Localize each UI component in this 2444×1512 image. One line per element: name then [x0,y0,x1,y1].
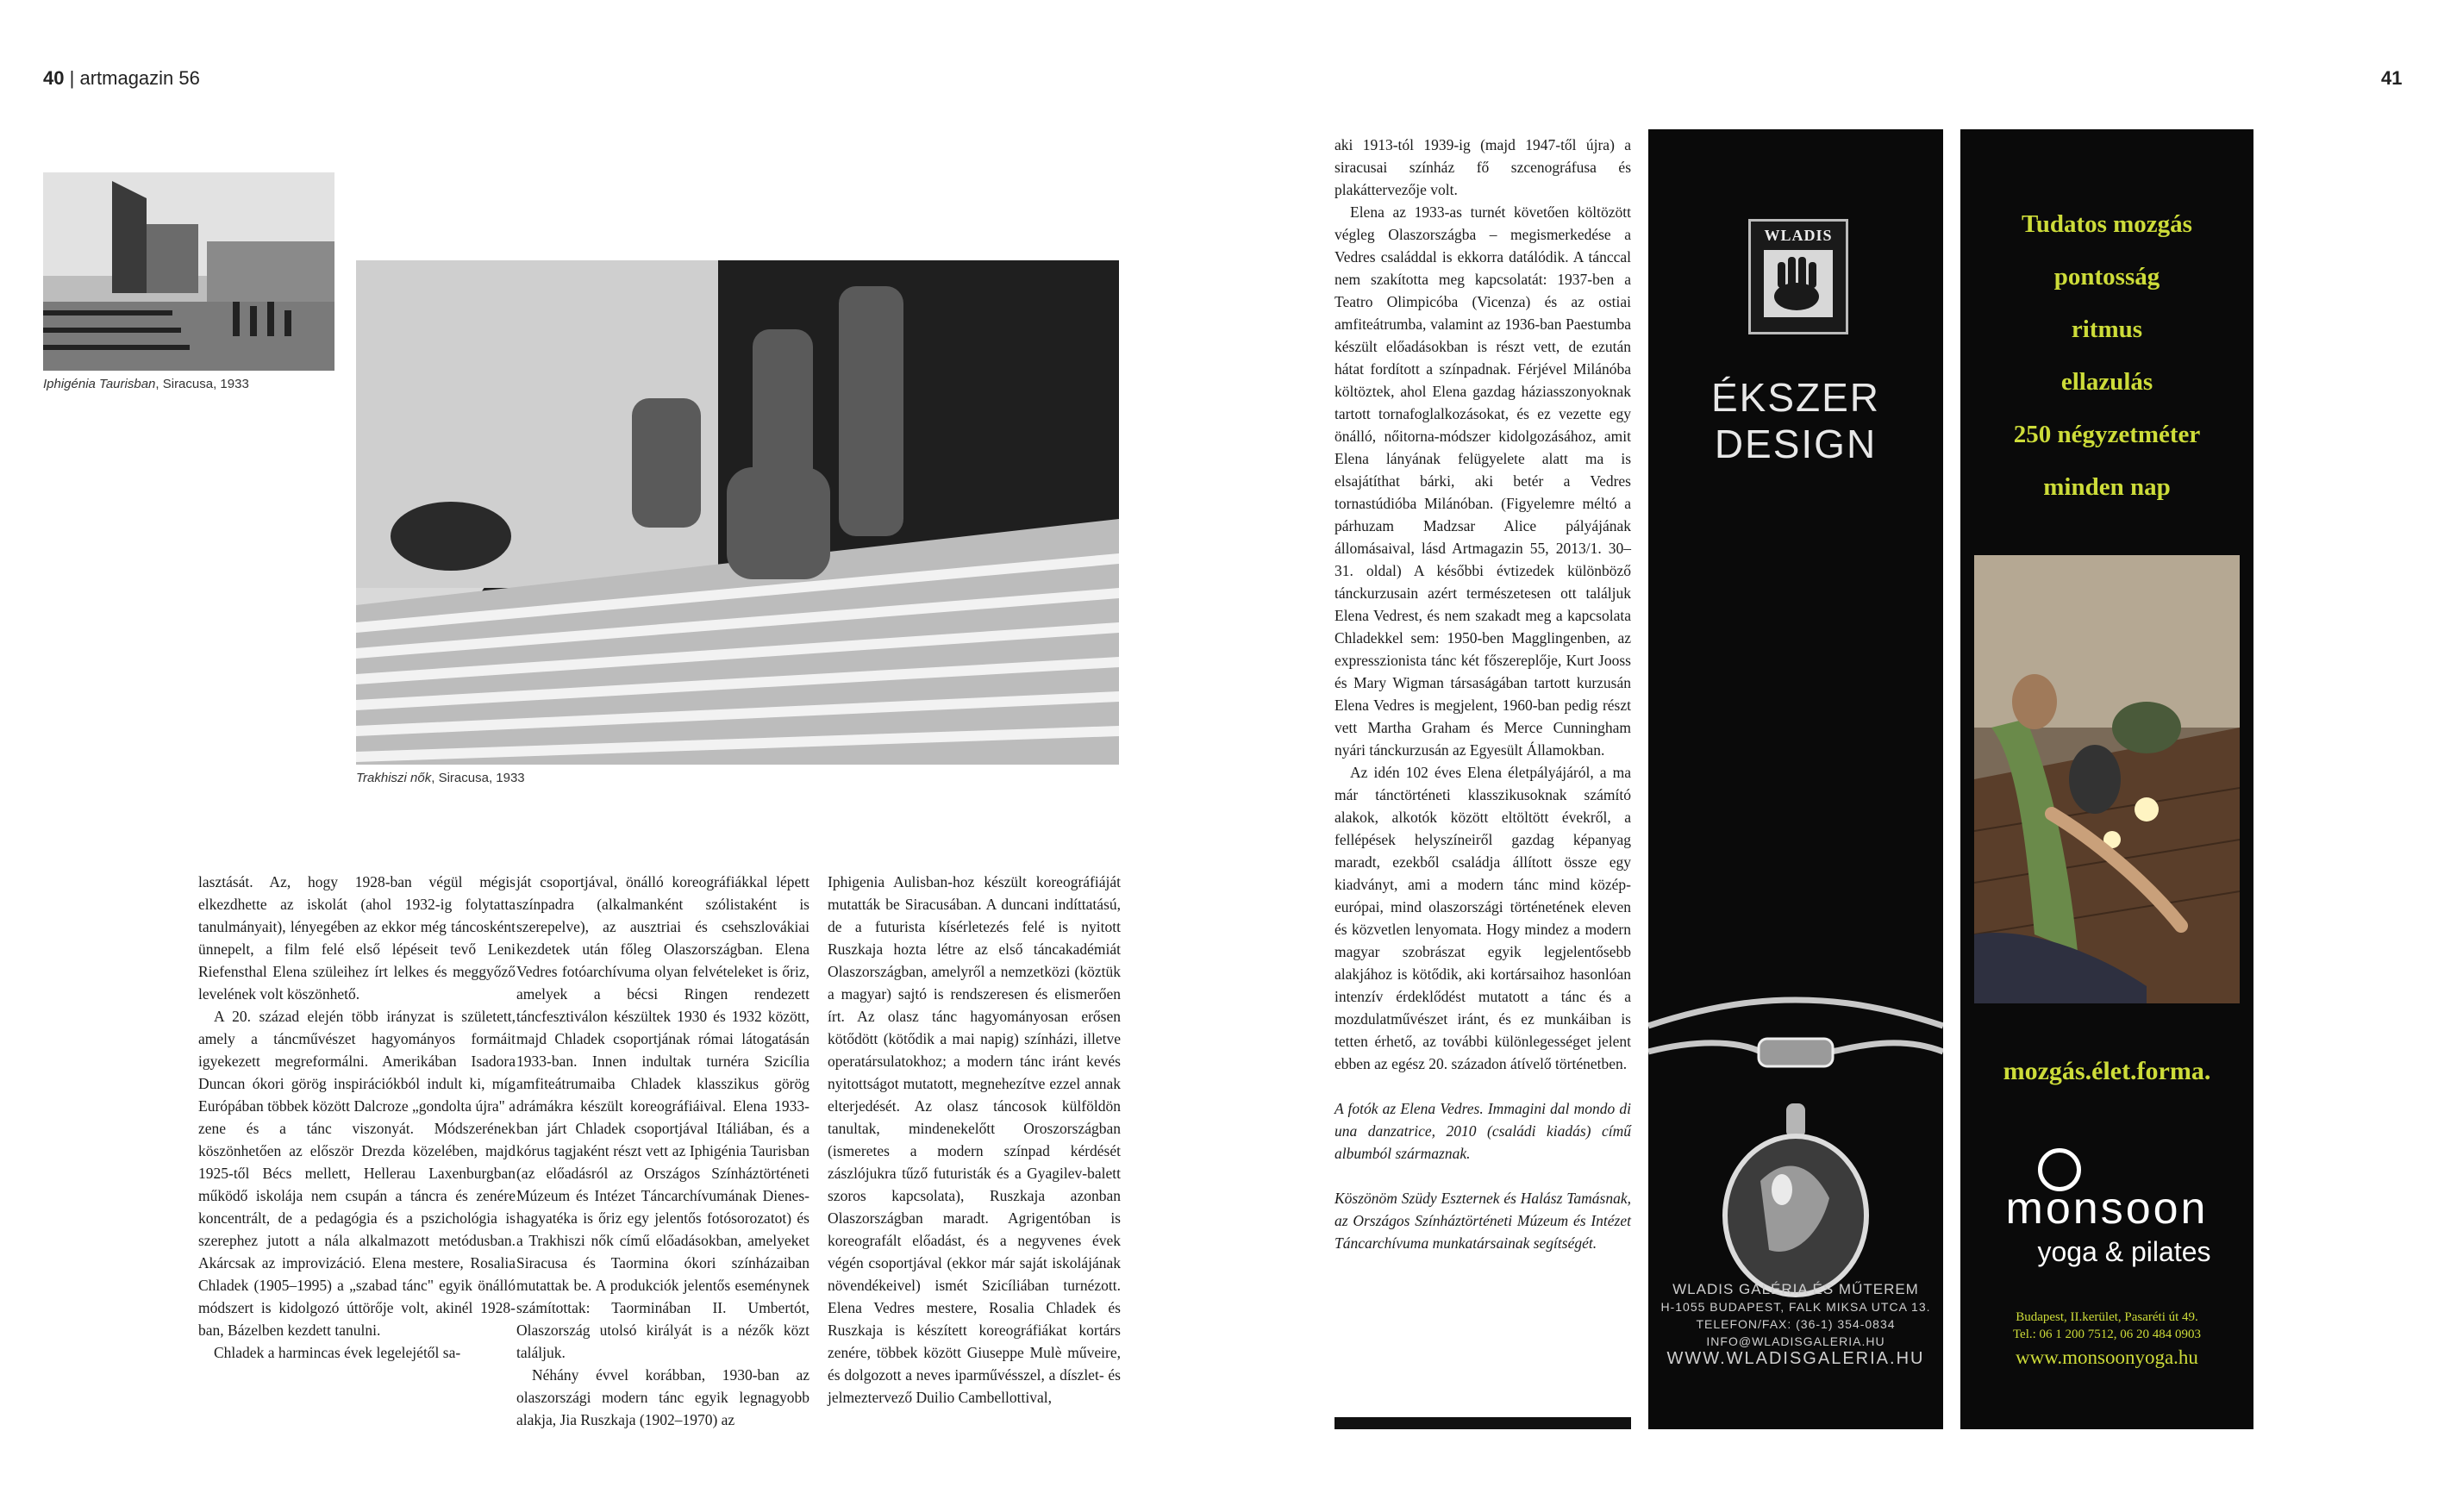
wladis-logo-text: WLADIS [1764,227,1833,244]
col1-paragraph-2: A 20. század elején több irányzat is született, amely a táncművészet hagyományos formáit igyekezett megreformálni. Amerikában Isadora Duncan ókori görög inspirációkból indult ki, míg Európában többek között Dalcroze „gondolta újra" a zene és a tánc viszonyát. Módszerének köszönhetően az először Drezda közelében, majd 1925-től Bécs mellett, Hellerau Laxenburgban működő iskolája nem csupán a táncra és zenére koncentrált, de a pedagógia és a pszichológia is szerephez jutott a nála alkalmazott metódusban. Akárcsak az improvizáció. Elena mestere, Rosalia Chladek (1905–1995) a „szabad tánc" egyik önálló módszert is kidolgozó úttörője volt, akinél 1928-ban, Bázelben kezdett tanulni. [198,1008,516,1339]
monsoon-line-6: minden nap [2043,473,2171,501]
monsoon-phone: Tel.: 06 1 200 7512, 06 20 484 0903 [2012,1328,2202,1341]
wladis-footer-email: INFO@WLADISGALERIA.HU [1706,1334,1885,1348]
col2-paragraph-2: Néhány évvel korábban, 1930-ban az olaszországi modern tánc egyik legnagyobb alakja, Jia Ruszkaja (1902–1970) az [516,1366,809,1428]
monsoon-address-block [1960,1309,2253,1343]
article-column-4 [1335,134,1631,1254]
article-column-1 [198,871,516,1364]
col4-paragraph-2: Elena az 1933-as turnét követően költözött végleg Olaszországba – megismerkedése a Vedres családdal is ekkorra datálódik. A tánccal nem szakította meg kapcsolatát: 1937-ben a Teatro Olimpicóba (Vicenza) és az ostiai amfiteátrumba, valamint az 1936-ban Paestumba készült előadásokban is részt vett, de ezután hátat fordított a színpadnak. Férjével Milánóba költöztek, ahol Elena gazdag háziasszonyoknak tartott tornafoglalkozásokat, és ez vezette egy önálló, nőitorna-módszer kidolgozásához, amit Elena lányának felügyelete alatt ma is elsajátíthat bárki, aki betér a Vedres tornastúdióba Milánóban. (Figyelemre méltó a párhuzam Madzsar Alice pályájának állomásaival, lásd Artmagazin 55, 2013/1. 30–31. oldal) A későbbi évtizedek különböző tánckurzusain azért természetesen ott találjuk Elena Vedrest, és nem szakadt meg a kapcsolata Chladekkel sem: 1950-ben Magglingenben, az expresszionista tánc két főszereplője, Kurt Jooss és Mary Wigman társaságában tartott kurzusán Elena Vedres is megjelent, 1960-ban pedig részt vett Martha Graham és Merce Cunningham nyári tánckurzusán az Egyesült Államokban. [1335,203,1631,759]
photo-iphigenia-image [43,172,334,371]
photo-trakhiszi-image [356,260,1119,765]
yoga-photo [1974,555,2240,1003]
col2-paragraph-1: ját csoportjával, önálló koreográfiákkal lépett színpadra (alkalmanként szólistaként is szerepelve), az ausztriai és csehszlovákiai kezdetek után főleg Olaszországban. Elena Vedres fotóarchívuma olyan felvételeket is őriz, amelyek a bécsi Ringen rendezett táncfesztiválon készültek 1930 és 1932 között, majd Chladek csoportjának római látogatásán 1933-ban. Innen indultak turnéra Szicília amfiteátrumaiba Chladek klasszikus görög drámákra készült koreográfiáival. Elena 1933-ban járt Chladek csoportjával Itáliában, és a kórus tagjaként részt vett az Iphigénia Taurisban (az előadásról az Országos Színháztörténeti Múzeum és Intézet Táncarchívumának Dienes-hagyatéka is őriz egy jelentős fotósorozatot) és a Trakhiszi nők című előadásokban, amelyeket Siracusa és Taormina ókori színházaiban mutattak be. A produkciók jelentős eseménynek számítottak: Taorminában II. Umbertót, Olaszország utolsó királyát is a nézők közt találjuk. [516,873,809,1361]
col3-paragraph-1: Iphigenia Aulisban-hoz készült koreográfiáját mutatták be Siracusában. A duncani indíttatású, de a futurista kísérletezés felé is nyitott Ruszkaja hozta létre az első táncakadémiát Olaszországban, amelyről a nemzetközi (köztük a magyar) sajtó is rendszeresen és elismerően írt. Az olasz tánc hagyományosan erősen kötődött (kötődik a mai napig) színházi, illetve operatársulatokhoz; a modern tánc iránt kevés nyitottságot mutatott, megnehezítve ezzel annak elterjedését. Az olasz táncosok külföldön tanultak, mindenekelőtt Oroszországban (ismeretes a modern színpad kérdését zászlójukra tűző futuristák és a Gyagilev-balett szoros kapcsolata), Ruszkaja azonban Olaszországban maradt. Agrigentóban is koreografált előadást, és a negyvenes évek végén csoportjával (ekkor már saját iskolájának növendékeivel) ismét Szicíliában turnézott. Elena Vedres mestere, Rosalia Chladek és Ruszkaja is készített koreográfiákat kortárs zenére, többek között Giuseppe Mulè műveire, és dolgozott a neves iparművésszel, a díszlet- és jelmeztervező Duilio Cambellottival, [828,873,1121,1406]
caption-iphigenia [43,377,249,391]
wladis-logo [1748,219,1848,334]
col4-paragraph-1: aki 1913-tól 1939-ig (majd 1947-től újra) a siracusai színház fő szcenográfusa és plakáttervezője volt. [1335,136,1631,198]
col1-paragraph-1: lasztását. Az, hogy 1928-ban végül mégis elkezdhette az iskolát (ahol 1932-ig folytatta tanulmányait), lényegében az ekkor még táncosként ünnepelt, a film felé első lépéseit tevő Leni Riefensthal Elena szüleihez írt lelkes és meggyőző levelének volt köszönhető. [198,873,516,1003]
monsoon-tagline: mozgás.élet.forma. [2003,1057,2211,1085]
left-page-number: 40 [43,67,65,89]
col1-paragraph-3: Chladek a harmincas évek legelejétől sa- [214,1344,461,1361]
monsoon-sub-brand: yoga & pilates [2037,1236,2211,1267]
monsoon-line-5: 250 négyzetméter [2013,421,2201,448]
right-folio [2381,67,2402,90]
magazine-title: artmagazin 56 [79,67,200,89]
wladis-footer [1648,1281,1943,1367]
folio-separator: | [69,67,75,89]
wladis-title-line1: ÉKSZER [1710,375,1881,420]
caption-iphigenia-title: Iphigénia Taurisban [43,377,156,391]
photo-trakhiszi [356,260,1119,765]
caption-trakhiszi-title: Trakhiszi nők [356,771,432,785]
wladis-footer-phone: TELEFON/FAX: (36-1) 354-0834 [1696,1317,1896,1331]
left-folio [43,67,200,90]
acknowledgement: Köszönöm Szüdy Eszternek és Halász Tamásnak, az Országos Színháztörténeti Múzeum és Intézet Táncarchívuma munkatársainak segítségét. [1335,1190,1631,1252]
wladis-title [1648,374,1943,467]
monsoon-brand: monsoon [2005,1184,2209,1234]
monsoon-web: www.monsoonyoga.hu [2016,1346,2198,1368]
photo-iphigenia [43,172,334,371]
caption-trakhiszi [356,771,525,785]
ad-monsoon [1960,129,2253,1429]
caption-trakhiszi-place: , Siracusa, 1933 [431,771,525,785]
wladis-footer-gallery: WLADIS GALÉRIA ÉS MŰTEREM [1672,1281,1919,1297]
article-column-3 [828,871,1121,1409]
monsoon-line-2: pontosság [2053,263,2160,291]
wladis-title-line2: DESIGN [1714,422,1878,466]
monsoon-address: Budapest, II.kerület, Pasaréti út 49. [2016,1310,2198,1324]
caption-iphigenia-place: , Siracusa, 1933 [155,377,249,391]
monsoon-headline [1960,198,2253,514]
monsoon-line-4: ellazulás [2060,368,2153,396]
column-end-rule [1335,1417,1631,1429]
right-page-number: 41 [2381,67,2403,89]
col4-paragraph-3: Az idén 102 éves Elena életpályájáról, a ma már tánctörténeti klasszikusoknak számító alakok, alkotók között eltöltött évekről, a fellépések helyszíneiről gazdag képanyag maradt, ezekből családja állított össze egy kiadványt, ami a modern tánc mind közép-európai, mind olaszországi történetének eleven és közvetlen lenyomata. Hogy mindez a modern magyar szobrászat egyik legjelentősebb alakjához is kötődik, aki kortársaihoz hasonlóan intenzív érdeklődést mutatott a tánc és a mozdulatművészet iránt, és ez munkáiban is tetten érhető, az további különlegességet jelent ebben az egész 20. századon átívelő történetben. [1335,764,1631,1072]
wladis-footer-web: WWW.WLADISGALERIA.HU [1666,1349,1925,1368]
photo-credit: A fotók az Elena Vedres. Immagini dal mondo di una danzatrice, 2010 (családi kiadás) című albumból származnak. [1335,1100,1631,1162]
monsoon-line-1: Tudatos mozgás [2022,210,2192,238]
hand-emblem-icon [1753,245,1843,322]
wladis-footer-address: H-1055 BUDAPEST, FALK MIKSA UTCA 13. [1660,1300,1931,1314]
ad-wladis [1648,129,1943,1429]
monsoon-line-3: ritmus [2071,316,2143,343]
article-column-2 [516,871,809,1431]
